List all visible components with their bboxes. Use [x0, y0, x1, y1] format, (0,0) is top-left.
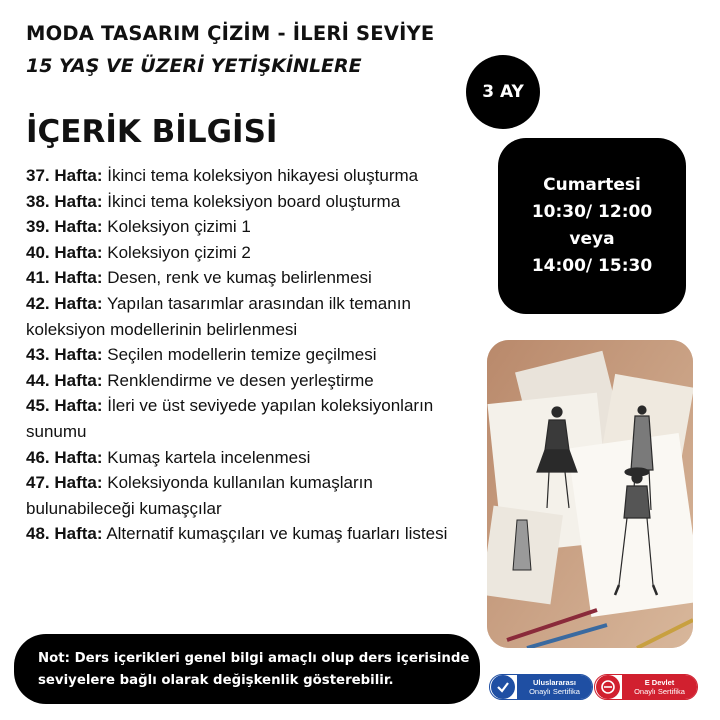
section-title: İÇERİK BİLGİSİ: [26, 114, 278, 150]
schedule-separator: veya: [569, 229, 615, 249]
international-certificate-badge: [489, 674, 593, 700]
certificate-subtitle: Onaylı Sertifika: [529, 687, 580, 696]
certificate-label: [622, 675, 697, 699]
list-item: [26, 445, 466, 471]
week-label: 37. Hafta:: [26, 166, 103, 185]
list-item: [26, 393, 466, 444]
week-text: Seçilen modellerin temize geçilmesi: [102, 345, 377, 365]
list-item: [26, 368, 466, 394]
list-item: [26, 265, 466, 291]
note-line-1: Not: Ders içerikleri genel bilgi amaçlı olup ders içerisinde: [38, 651, 470, 666]
schedule-slot-2: 14:00/ 15:30: [531, 256, 653, 276]
week-label: 43. Hafta:: [26, 345, 103, 365]
schedule-box: [498, 138, 686, 314]
schedule-day: Cumartesi: [543, 175, 641, 195]
week-text: Renklendirme ve desen yerleştirme: [102, 370, 374, 390]
week-label: 47. Hafta:: [26, 473, 103, 493]
list-item: [26, 189, 466, 215]
week-text: Yapılan tasarımlar arasından ilk temanın koleksiyon modellerinin belirlenmesi: [26, 293, 411, 339]
week-text: Koleksiyon çizimi 1: [102, 217, 251, 237]
checkmark-icon: [491, 675, 515, 699]
week-label: 39. Hafta:: [26, 217, 103, 237]
certificate-label: [517, 675, 592, 699]
week-label: 42. Hafta:: [26, 293, 103, 313]
week-text: Koleksiyonda kullanılan kumaşların bulunabileceği kumaşçılar: [26, 473, 373, 518]
week-label: 41. Hafta:: [26, 268, 103, 288]
week-label: 45. Hafta:: [26, 396, 103, 416]
week-label: 48. Hafta:: [26, 524, 103, 544]
week-label: 46. Hafta:: [26, 447, 103, 467]
week-list: [26, 163, 466, 547]
week-label: 38. Hafta:: [26, 191, 103, 211]
list-item: [26, 521, 466, 547]
list-item: [26, 214, 466, 240]
edevlet-logo-icon: [596, 675, 620, 699]
list-item: [26, 240, 466, 266]
page-subtitle: 15 YAŞ VE ÜZERİ YETİŞKİNLERE: [26, 55, 362, 77]
week-text: İleri ve üst seviyede yapılan koleksiyonların sunumu: [26, 396, 434, 441]
week-text: İkinci tema koleksiyon hikayesi oluşturma: [102, 166, 419, 185]
list-item: [26, 163, 466, 189]
week-text: İkinci tema koleksiyon board oluşturma: [102, 191, 401, 211]
list-item: [26, 470, 466, 521]
week-text: Alternatif kumaşçıları ve kumaş fuarları listesi: [102, 524, 448, 544]
certificate-title: Uluslararası: [533, 678, 576, 687]
edevlet-certificate-badge: [594, 674, 698, 700]
week-text: Kumaş kartela incelenmesi: [102, 447, 311, 467]
week-label: 44. Hafta:: [26, 370, 103, 390]
week-text: Koleksiyon çizimi 2: [102, 242, 251, 262]
schedule-slot-1: 10:30/ 12:00: [531, 202, 653, 222]
week-label: 40. Hafta:: [26, 242, 103, 262]
certificate-title: E Devlet: [644, 678, 675, 687]
duration-badge: 3 AY: [466, 55, 540, 129]
list-item: [26, 342, 466, 368]
note-line-2: seviyelere bağlı olarak değişkenlik gösterebilir.: [38, 673, 394, 688]
week-text: Desen, renk ve kumaş belirlenmesi: [102, 268, 372, 288]
list-item: [26, 291, 466, 342]
fashion-sketches-photo: [487, 340, 693, 648]
disclaimer-note: [14, 634, 480, 704]
certificate-subtitle: Onaylı Sertifika: [634, 687, 685, 696]
page-title: MODA TASARIM ÇİZİM - İLERİ SEVİYE: [26, 22, 435, 45]
